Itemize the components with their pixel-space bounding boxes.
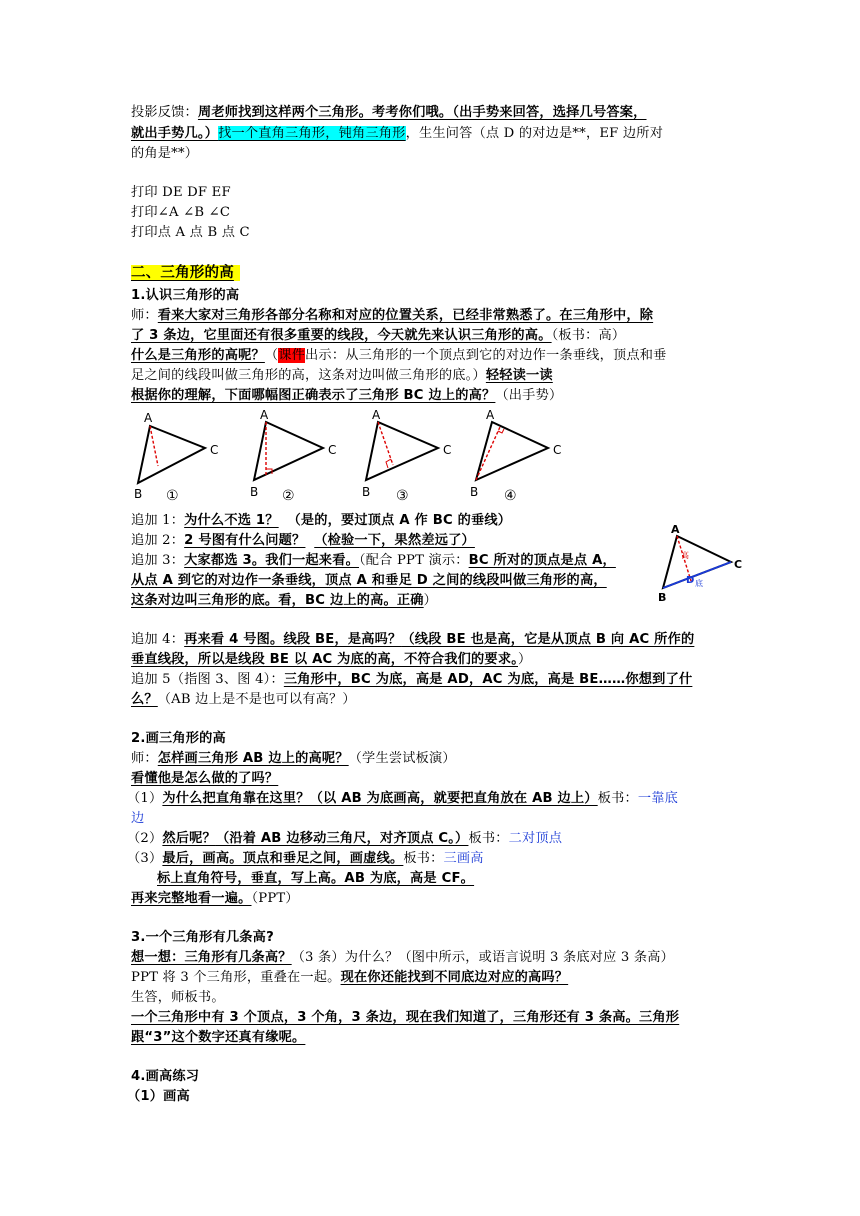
label-a: A bbox=[671, 523, 680, 536]
heights-summary-2: 跟“3”这个数字还真有缘呢。 bbox=[131, 1030, 306, 1045]
followup-1: 追加 1：为什么不选 1？ （是的，要过顶点 A 作 BC 的垂线） bbox=[131, 513, 512, 528]
para-2-line-1: 什么是三角形的高呢？（课件出示：从三角形的一个顶点到它的对边作一条垂线，顶点和垂 bbox=[131, 348, 667, 363]
practice-item-1: （1）画高 bbox=[127, 1089, 190, 1104]
figure-number: ④ bbox=[504, 488, 517, 504]
triangle-4 bbox=[476, 422, 548, 480]
step-2: （2）然后呢？（沿着 AB 边移动三角尺，对齐顶点 C。）板书：二对顶点 bbox=[127, 831, 563, 846]
figure-4 bbox=[470, 408, 561, 504]
subheading-1: 1.认识三角形的高 bbox=[131, 288, 240, 303]
para-1-line-2: 了 3 条边，它里面还有很多重要的线段，今天就先来认识三角形的高。（板书：高） bbox=[131, 328, 626, 343]
followup-5-line-2: 么？（AB 边上是不是也可以有高？） bbox=[131, 692, 356, 707]
followup-3-line-1: 追加 3：大家都选 3。我们一起来看。（配合 PPT 演示：BC 所对的顶点是点 A， bbox=[131, 553, 616, 568]
label-d: D bbox=[686, 575, 695, 586]
step-1-line-1: （1）为什么把直角靠在这里？（以 AB 为底画高，就要把直角放在 AB 边上）板书：一靠底 bbox=[127, 791, 679, 806]
triangle-3 bbox=[366, 422, 438, 480]
figure-number: ③ bbox=[396, 488, 409, 504]
label-c: C bbox=[734, 558, 743, 571]
followup-3-line-2: 从点 A 到它的对边作一条垂线，顶点 A 和垂足 D 之间的线段叫做三角形的高， bbox=[131, 573, 607, 588]
heights-answer: 生答，师板书。 bbox=[131, 990, 225, 1005]
followup-4-line-1: 追加 4：再来看 4 号图。线段 BE，是高吗？（线段 BE 也是高，它是从顶点 B 向 AC 所作的 bbox=[131, 632, 695, 647]
label-b: B bbox=[658, 591, 667, 604]
draw-line-3: 再来完整地看一遍。（PPT） bbox=[131, 891, 299, 906]
print-points: 打印点 A 点 B 点 C bbox=[131, 225, 250, 240]
para-2-line-2: 足之间的线段叫做三角形的高，这条对边叫做三角形的底。）轻轻读一读 bbox=[131, 368, 553, 383]
print-sides: 打印 DE DF EF bbox=[131, 185, 231, 200]
heights-summary-1: 一个三角形中有 3 个顶点，3 个角，3 条边，现在我们知道了，三角形还有 3 条高。三角形 bbox=[131, 1010, 680, 1025]
heights-q: 想一想：三角形有几条高？（3 条）为什么？（图中所示，或语言说明 3 条底对应 3 条高） bbox=[131, 950, 675, 965]
followup-4-line-2: 垂直线段，所以是线段 BE 以 AC 为底的高，不符合我们的要求。） bbox=[131, 652, 532, 667]
figure-2 bbox=[250, 408, 336, 504]
feedback-line-3: 的角是**） bbox=[131, 146, 199, 161]
label-c: C bbox=[328, 443, 337, 457]
highlighted-task: 找一个直角三角形，钝角三角形 bbox=[218, 126, 406, 141]
section-heading: 二、三角形的高 bbox=[131, 263, 240, 284]
label-c: C bbox=[210, 443, 219, 457]
courseware-label: 课件 bbox=[278, 348, 306, 363]
step-1-line-2: 边 bbox=[131, 811, 145, 826]
triangle-figure-5 bbox=[655, 522, 745, 604]
triangle-2 bbox=[254, 422, 323, 480]
para-3: 根据你的理解，下面哪幅图正确表示了三角形 BC 边上的高？（出手势） bbox=[131, 388, 563, 403]
figure-number: ① bbox=[166, 488, 179, 504]
label-a: A bbox=[144, 411, 153, 425]
label-c: C bbox=[553, 443, 562, 457]
label-b: B bbox=[362, 485, 371, 499]
label-a: A bbox=[260, 408, 269, 422]
para-1-line-1: 师：看来大家对三角形各部分名称和对应的位置关系，已经非常熟悉了。在三角形中，除 bbox=[131, 308, 654, 323]
label-height: 高 bbox=[681, 551, 689, 560]
feedback-line-1: 投影反馈：周老师找到这样两个三角形。考考你们哦。（出手势来回答，选择几号答案， bbox=[131, 105, 647, 120]
label-b: B bbox=[250, 485, 259, 499]
figure-1 bbox=[134, 411, 218, 504]
heights-ppt: PPT 将 3 个三角形，重叠在一起。现在你还能找到不同底边对应的高吗？ bbox=[131, 970, 569, 985]
label-b: B bbox=[470, 485, 479, 499]
followup-3-line-3: 这条对边叫三角形的底。看，BC 边上的高。正确） bbox=[131, 593, 438, 608]
height-line-1 bbox=[150, 426, 158, 466]
subheading-4: 4.画高练习 bbox=[131, 1069, 200, 1084]
followup-2: 追加 2：2 号图有什么问题？ （检验一下，果然差远了） bbox=[131, 533, 475, 548]
step-3-line-1: （3）最后，画高。顶点和垂足之间，画虚线。板书：三画高 bbox=[127, 851, 484, 866]
followup-5-line-1: 追加 5（指图 3、图 4）：三角形中，BC 为底，高是 AD，AC 为底，高是 BE……你想到了什 bbox=[131, 672, 693, 687]
print-angles: 打印∠A ∠B ∠C bbox=[131, 205, 231, 220]
label-b: B bbox=[134, 487, 143, 501]
figure-number: ② bbox=[282, 488, 295, 504]
draw-line-2: 看懂他是怎么做的了吗？ bbox=[131, 771, 279, 786]
step-3-line-2: 标上直角符号，垂直，写上高。AB 为底，高是 CF。 bbox=[157, 871, 475, 886]
triangle-1 bbox=[138, 426, 205, 483]
subheading-3: 3.一个三角形有几条高? bbox=[131, 930, 274, 945]
figure-3 bbox=[362, 408, 451, 504]
label-c: C bbox=[443, 443, 452, 457]
label-base: 底 bbox=[695, 579, 703, 588]
subheading-2: 2.画三角形的高 bbox=[131, 731, 226, 746]
triangle-figures bbox=[130, 408, 560, 504]
label-a: A bbox=[372, 408, 381, 422]
draw-line-1: 师：怎样画三角形 AB 边上的高呢？（学生尝试板演） bbox=[131, 751, 456, 766]
label-a: A bbox=[486, 408, 495, 422]
feedback-line-2: 就出手势几。）找一个直角三角形，钝角三角形，生生问答（点 D 的对边是**，EF 边所对 bbox=[131, 126, 664, 141]
